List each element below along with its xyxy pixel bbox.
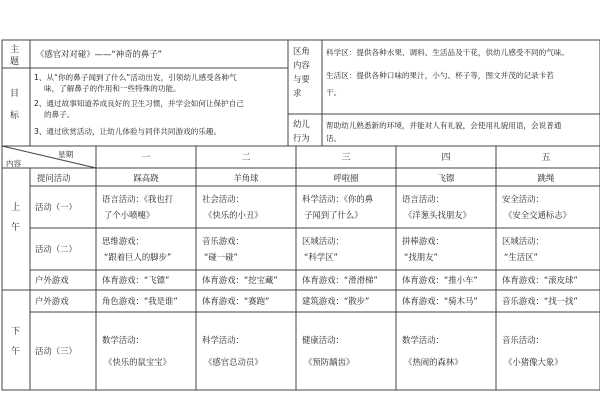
- intro-activity-5: 跳绳: [537, 173, 555, 183]
- cell-r3-c4: 体育游戏：“推小车”: [402, 275, 478, 285]
- goal-label-1: 目: [10, 89, 20, 99]
- cell-r5-c3-line-2: 《预防龋齿》: [304, 357, 355, 367]
- cell-r5-c1-line-1: 数学活动：: [102, 335, 144, 345]
- cell-r1-c3-line-1: 科学活动：《你的鼻: [302, 194, 374, 204]
- area-label-4: 求: [293, 88, 302, 98]
- goal-line-4: 的鼻子。: [44, 110, 75, 119]
- behavior-label-1: 幼儿: [293, 119, 310, 129]
- cell-r1-c3-line-2: 子闻到了什么》: [304, 210, 363, 220]
- intro-label: 提问活动: [37, 173, 71, 183]
- intro-activity-2: 羊角球: [233, 173, 259, 183]
- cell-r1-c1-line-1: 语言活动：《我也打: [102, 194, 174, 204]
- cell-r2-c1-line-2: “跟着巨人的脚步”: [104, 252, 172, 262]
- cell-r2-c5-line-2: “生活区”: [504, 252, 538, 262]
- intro-activity-1: 踩高跷: [133, 173, 159, 183]
- cell-r4-c1: 角色游戏：“我是谁”: [102, 296, 178, 306]
- corner-week: 星期: [58, 150, 74, 159]
- morning-label-1: 上: [11, 203, 21, 213]
- area-line-1: 科学区：提供各种水果、调料、生活品及干花，供幼儿感受不同的气味。: [326, 48, 569, 57]
- cell-r1-c2-line-2: 《快乐的小丑》: [204, 210, 263, 220]
- goal-line-1: 1、从“你的鼻子闻到了什么”活动出发，引领幼儿感受各种气: [34, 73, 237, 82]
- cell-r4-c3: 建筑游戏：“散步”: [302, 296, 370, 306]
- afternoon-label-1: 下: [11, 327, 21, 337]
- row-label-5: 活动（三）: [35, 346, 77, 356]
- cell-r1-c5-line-1: 安全活动：: [502, 194, 544, 204]
- area-line-3: 干。: [326, 88, 342, 97]
- area-label-1: 区角: [293, 46, 310, 56]
- cell-r5-c5-line-1: 音乐活动：: [502, 335, 544, 345]
- day-header-4: 四: [441, 153, 451, 163]
- goal-line-3: 2、通过故事知道养成良好的卫生习惯，并学会如何让保护自己: [34, 99, 244, 108]
- cell-r1-c4-line-2: 《洋葱头找朋友》: [404, 210, 471, 220]
- day-header-1: 一: [141, 153, 151, 163]
- behavior-label-2: 行为: [293, 133, 310, 143]
- cell-r2-c2-line-1: 音乐游戏：: [202, 236, 244, 246]
- corner-content: 内容: [6, 159, 22, 168]
- afternoon-label-2: 午: [11, 347, 21, 357]
- morning-label-2: 午: [11, 223, 21, 233]
- cell-r2-c3-line-2: “科学区”: [304, 252, 338, 262]
- row-label-2: 活动（二）: [35, 244, 77, 254]
- cell-r5-c2-line-2: 《感官总动员》: [204, 357, 263, 367]
- cell-r4-c4: 体育游戏：“骑木马”: [402, 296, 478, 306]
- theme-text: 《感官对对碰》——“神奇的鼻子”: [36, 49, 162, 59]
- row-label-3: 户外游戏: [35, 275, 69, 285]
- cell-r5-c2-line-1: 科学活动：: [202, 335, 244, 345]
- cell-r2-c4-line-1: 拼棒游戏：: [402, 236, 444, 246]
- cell-r2-c3-line-1: 区域活动：: [302, 236, 344, 246]
- intro-activity-4: 飞镖: [437, 173, 455, 183]
- cell-r1-c1-line-2: 了个小喷嚏》: [104, 210, 155, 220]
- area-label-3: 与要: [293, 74, 310, 84]
- intro-activity-3: 呼啦圈: [333, 173, 359, 183]
- cell-r5-c5-line-2: 《小猪像大象》: [504, 357, 563, 367]
- behavior-text-2: 话。: [326, 134, 342, 143]
- goal-line-5: 3、通过欣赏活动，让幼儿体验与同伴共同游戏的乐趣。: [34, 127, 222, 136]
- cell-r3-c3: 体育游戏：“滑滑梯”: [302, 275, 378, 285]
- area-label-2: 内容: [293, 60, 310, 70]
- cell-r4-c2: 体育游戏：“赛跑”: [202, 296, 270, 306]
- day-header-3: 三: [341, 153, 351, 163]
- cell-r2-c5-line-1: 区域活动：: [502, 236, 544, 246]
- day-header-2: 二: [241, 153, 251, 163]
- area-line-2: 生活区：提供各种口味的果汁，小勺、杯子等，图文并茂的记录卡若: [326, 71, 554, 80]
- cell-r1-c4-line-1: 语言活动：: [402, 194, 444, 204]
- cell-r5-c4-line-2: 《热闹的森林》: [404, 357, 463, 367]
- theme-label-1: 主: [10, 45, 20, 55]
- row-label-4: 户外游戏: [35, 296, 69, 306]
- cell-r5-c3-line-1: 健康活动：: [302, 335, 344, 345]
- row-label-1: 活动（一）: [35, 202, 77, 212]
- cell-r1-c5-line-2: 《安全交通标志》: [504, 210, 571, 220]
- cell-r2-c1-line-1: 思维游戏：: [102, 236, 144, 246]
- goal-label-2: 标: [10, 111, 20, 121]
- cell-r1-c2-line-1: 社会活动：: [202, 194, 244, 204]
- cell-r3-c1: 体育游戏：“飞镖”: [102, 275, 170, 285]
- weekly-schedule: [2, 146, 600, 390]
- day-header-5: 五: [541, 153, 551, 163]
- cell-r2-c4-line-2: “找朋友”: [404, 252, 438, 262]
- behavior-text: 帮助幼儿熟悉新的环境，并能对人有礼貌，会使用礼貌用语，会说普通: [326, 121, 562, 130]
- cell-r5-c4-line-1: 数学活动：: [402, 335, 444, 345]
- cell-r2-c2-line-2: “碰一碰”: [204, 252, 238, 262]
- cell-r3-c5: 体育游戏：“滚皮球”: [502, 275, 578, 285]
- plan-header-section: [2, 40, 600, 146]
- cell-r5-c1-line-2: 《快乐的鼠宝宝》: [104, 357, 171, 367]
- cell-r3-c2: 体育游戏：“挖宝藏”: [202, 275, 278, 285]
- theme-label-2: 题: [10, 57, 20, 67]
- cell-r4-c5: 音乐游戏：“找一找”: [502, 296, 578, 306]
- goal-line-2: 味，了解鼻子的作用和一些特殊的功能。: [44, 84, 181, 93]
